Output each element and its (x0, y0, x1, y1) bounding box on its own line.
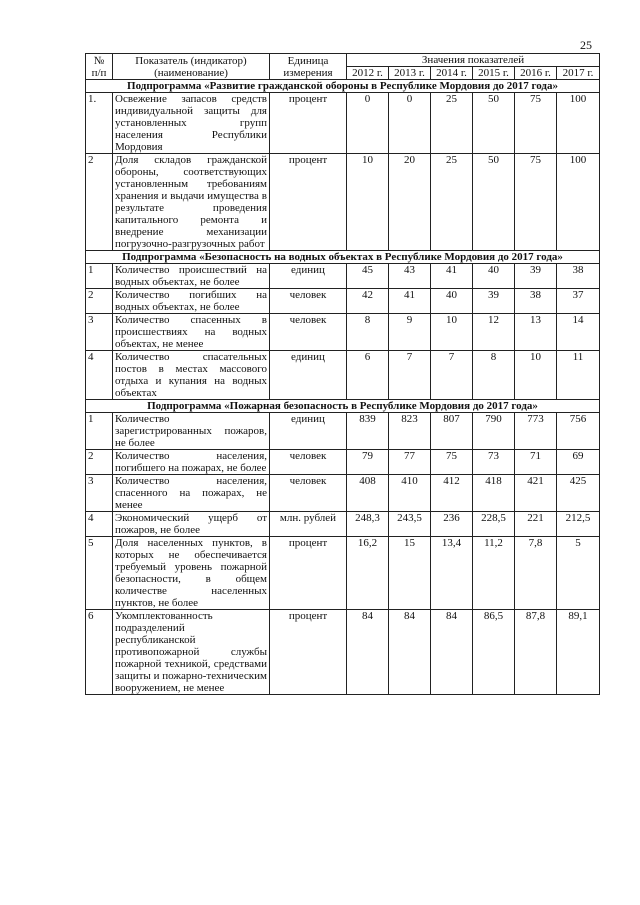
value-cell: 37 (557, 289, 600, 314)
value-cell: 236 (431, 512, 473, 537)
value-cell: 84 (431, 610, 473, 695)
value-cell: 41 (431, 264, 473, 289)
indicator-name: Количество спасенных в происшествиях на водных объектах, не менее (113, 314, 270, 351)
value-cell: 40 (431, 289, 473, 314)
indicator-name: Количество спасательных постов в местах массового отдыха и купания на водных объектах (113, 351, 270, 400)
row-number: 4 (86, 351, 113, 400)
value-cell: 87,8 (515, 610, 557, 695)
subprogram-row (86, 80, 600, 93)
value-cell: 38 (515, 289, 557, 314)
value-cell: 38 (557, 264, 600, 289)
value-cell: 100 (557, 154, 600, 251)
value-cell: 212,5 (557, 512, 600, 537)
value-cell: 425 (557, 475, 600, 512)
indicator-name: Освежение запасов средств индивидуальной защиты для установленных групп населения Республики Мордовия (113, 93, 270, 154)
value-cell: 408 (347, 475, 389, 512)
unit-cell: человек (270, 475, 347, 512)
indicator-name: Доля складов гражданской обороны, соответствующих установленным требованиям хранения и выдачи имущества в результате проведения капитального ремонта и внедрение механизации погрузочно-разгрузочных работ (113, 154, 270, 251)
unit-cell: процент (270, 93, 347, 154)
subprogram-title: Подпрограмма «Безопасность на водных объектах в Республике Мордовия до 2017 года» (86, 251, 600, 264)
subprogram-row (86, 400, 600, 413)
value-cell: 41 (389, 289, 431, 314)
value-cell: 773 (515, 413, 557, 450)
value-cell: 823 (389, 413, 431, 450)
row-number: 3 (86, 314, 113, 351)
value-cell: 12 (473, 314, 515, 351)
value-cell: 11 (557, 351, 600, 400)
table-row (86, 93, 600, 154)
value-cell: 39 (473, 289, 515, 314)
table-row (86, 450, 600, 475)
value-cell: 50 (473, 93, 515, 154)
table-row (86, 154, 600, 251)
value-cell: 11,2 (473, 537, 515, 610)
value-cell: 25 (431, 93, 473, 154)
value-cell: 0 (389, 93, 431, 154)
unit-cell: процент (270, 610, 347, 695)
indicators-table (85, 53, 600, 695)
unit-cell: млн. рублей (270, 512, 347, 537)
value-cell: 39 (515, 264, 557, 289)
unit-cell: процент (270, 537, 347, 610)
value-cell: 40 (473, 264, 515, 289)
value-cell: 8 (347, 314, 389, 351)
value-cell: 75 (515, 154, 557, 251)
value-cell: 13,4 (431, 537, 473, 610)
value-cell: 5 (557, 537, 600, 610)
page-number: 25 (580, 38, 592, 52)
unit-cell: процент (270, 154, 347, 251)
row-number: 4 (86, 512, 113, 537)
value-cell: 221 (515, 512, 557, 537)
value-cell: 0 (347, 93, 389, 154)
unit-cell: человек (270, 289, 347, 314)
value-cell: 89,1 (557, 610, 600, 695)
subprogram-row (86, 251, 600, 264)
value-cell: 10 (431, 314, 473, 351)
value-cell: 421 (515, 475, 557, 512)
header-year: 2017 г. (557, 67, 600, 80)
indicator-name: Экономический ущерб от пожаров, не более (113, 512, 270, 537)
value-cell: 418 (473, 475, 515, 512)
indicator-name: Количество происшествий на водных объектах, не более (113, 264, 270, 289)
unit-cell: человек (270, 450, 347, 475)
value-cell: 20 (389, 154, 431, 251)
indicator-name: Количество зарегистрированных пожаров, не более (113, 413, 270, 450)
value-cell: 9 (389, 314, 431, 351)
value-cell: 43 (389, 264, 431, 289)
row-number: 5 (86, 537, 113, 610)
row-number: 1 (86, 264, 113, 289)
subprogram-title: Подпрограмма «Развитие гражданской обороны в Республике Мордовия до 2017 года» (86, 80, 600, 93)
value-cell: 84 (347, 610, 389, 695)
value-cell: 7 (389, 351, 431, 400)
indicator-name: Количество населения, погибшего на пожарах, не более (113, 450, 270, 475)
header-year: 2015 г. (473, 67, 515, 80)
value-cell: 10 (515, 351, 557, 400)
table-row (86, 475, 600, 512)
value-cell: 79 (347, 450, 389, 475)
table-row (86, 264, 600, 289)
header-year: 2013 г. (389, 67, 431, 80)
table-row (86, 610, 600, 695)
value-cell: 42 (347, 289, 389, 314)
value-cell: 71 (515, 450, 557, 475)
header-unit: Единица измерения (270, 54, 347, 80)
value-cell: 412 (431, 475, 473, 512)
value-cell: 75 (431, 450, 473, 475)
value-cell: 15 (389, 537, 431, 610)
value-cell: 25 (431, 154, 473, 251)
value-cell: 69 (557, 450, 600, 475)
value-cell: 77 (389, 450, 431, 475)
value-cell: 14 (557, 314, 600, 351)
value-cell: 13 (515, 314, 557, 351)
unit-cell: человек (270, 314, 347, 351)
unit-cell: единиц (270, 413, 347, 450)
table-row (86, 289, 600, 314)
value-cell: 50 (473, 154, 515, 251)
indicator-name: Укомплектованность подразделений республиканской противопожарной службы пожарной техникой, средствами защиты и пожарно-техническим вооружением, не менее (113, 610, 270, 695)
value-cell: 410 (389, 475, 431, 512)
value-cell: 75 (515, 93, 557, 154)
row-number: 6 (86, 610, 113, 695)
table-row (86, 512, 600, 537)
row-number: 3 (86, 475, 113, 512)
row-number: 2 (86, 289, 113, 314)
value-cell: 243,5 (389, 512, 431, 537)
unit-cell: единиц (270, 264, 347, 289)
value-cell: 756 (557, 413, 600, 450)
header-year: 2014 г. (431, 67, 473, 80)
value-cell: 248,3 (347, 512, 389, 537)
indicator-name: Количество населения, спасенного на пожарах, не менее (113, 475, 270, 512)
value-cell: 84 (389, 610, 431, 695)
header-values: Значения показателей (347, 54, 600, 67)
header-year: 2012 г. (347, 67, 389, 80)
value-cell: 7 (431, 351, 473, 400)
value-cell: 8 (473, 351, 515, 400)
value-cell: 839 (347, 413, 389, 450)
value-cell: 6 (347, 351, 389, 400)
value-cell: 10 (347, 154, 389, 251)
header-num: № п/п (86, 54, 113, 80)
value-cell: 807 (431, 413, 473, 450)
indicator-name: Доля населенных пунктов, в которых не обеспечивается требуемый уровень пожарной безопасности, в общем количестве населенных пунктов, не более (113, 537, 270, 610)
value-cell: 73 (473, 450, 515, 475)
unit-cell: единиц (270, 351, 347, 400)
value-cell: 100 (557, 93, 600, 154)
row-number: 1 (86, 413, 113, 450)
subprogram-title: Подпрограмма «Пожарная безопасность в Республике Мордовия до 2017 года» (86, 400, 600, 413)
row-number: 2 (86, 154, 113, 251)
value-cell: 45 (347, 264, 389, 289)
value-cell: 86,5 (473, 610, 515, 695)
value-cell: 7,8 (515, 537, 557, 610)
indicator-name: Количество погибших на водных объектах, не более (113, 289, 270, 314)
table-row (86, 413, 600, 450)
table-row (86, 351, 600, 400)
table-row (86, 537, 600, 610)
value-cell: 228,5 (473, 512, 515, 537)
header-indicator: Показатель (индикатор) (наименование) (113, 54, 270, 80)
value-cell: 16,2 (347, 537, 389, 610)
table-row (86, 314, 600, 351)
row-number: 2 (86, 450, 113, 475)
row-number: 1. (86, 93, 113, 154)
value-cell: 790 (473, 413, 515, 450)
header-year: 2016 г. (515, 67, 557, 80)
